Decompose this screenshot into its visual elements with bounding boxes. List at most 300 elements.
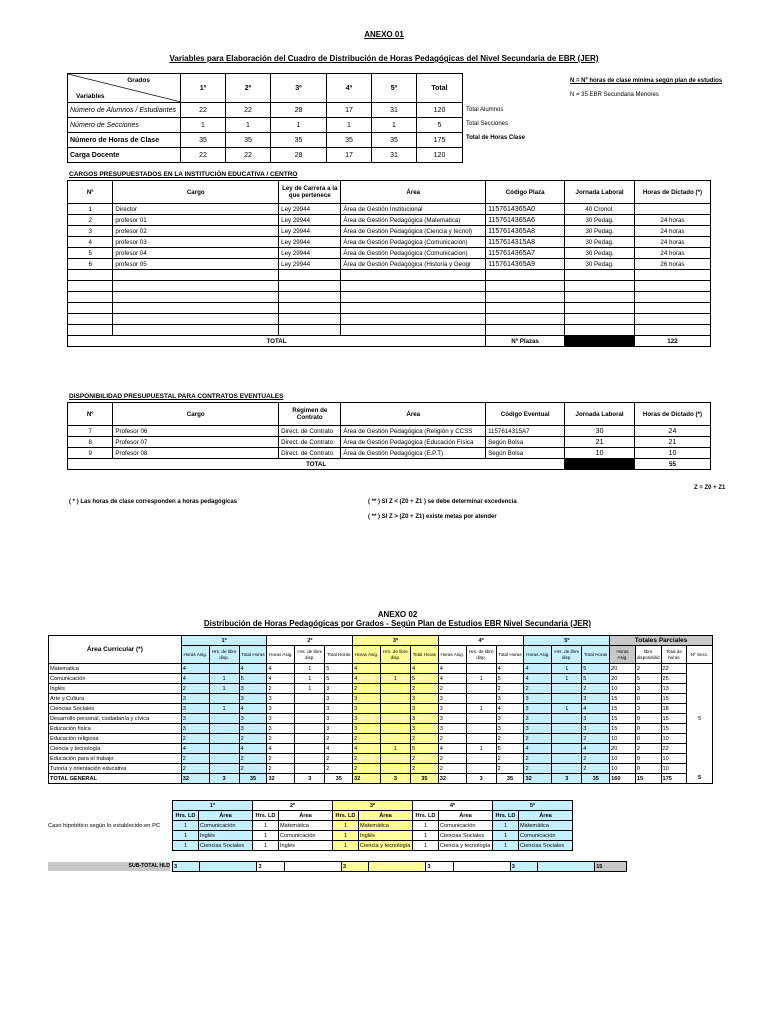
cell: 35 — [239, 774, 267, 784]
total-label: TOTAL — [68, 459, 565, 470]
cell: 35 — [325, 774, 353, 784]
cell: 10 — [661, 754, 687, 764]
sub-header: Horas Asig. — [181, 646, 209, 664]
cell — [295, 754, 325, 764]
cell — [341, 325, 486, 336]
cell: Comunicación — [519, 831, 573, 841]
cell — [466, 714, 496, 724]
cell: 22 — [181, 148, 226, 163]
cell: 3 — [552, 774, 582, 784]
cell: 2 — [239, 734, 267, 744]
cell: 8 — [68, 437, 113, 448]
col-header: Nº — [68, 403, 113, 426]
cell: Área de Gestión Institucional — [341, 204, 486, 215]
cell: 4 — [353, 674, 381, 684]
cell: 4 — [438, 674, 466, 684]
grade-header: 3º — [353, 636, 439, 646]
cell — [68, 270, 113, 281]
cell: 18 — [661, 704, 687, 714]
cell: 35 — [226, 133, 271, 148]
cell: 1 — [413, 841, 439, 851]
table-row — [173, 831, 573, 841]
cell — [380, 664, 410, 674]
empty-row — [68, 325, 711, 336]
cell — [634, 314, 710, 325]
cell: 22 — [226, 103, 271, 118]
grade-header: 2º — [267, 636, 353, 646]
cell: 175 — [661, 774, 687, 784]
cell: 1 — [333, 821, 359, 831]
sub-header: Hrs. de libre disp. — [380, 646, 410, 664]
empty-row — [68, 270, 711, 281]
cell — [380, 724, 410, 734]
col-header: Código Eventual — [486, 403, 565, 426]
cell — [209, 734, 239, 744]
cell: Matemática — [279, 821, 333, 831]
cell: 1157614315A8 — [486, 237, 565, 248]
cell: Comunicación — [199, 821, 253, 831]
area-name: Desarrollo personal, ciudadanía y cívica — [49, 714, 182, 724]
cell: 3 — [410, 724, 438, 734]
cell — [466, 684, 496, 694]
cell — [209, 694, 239, 704]
cell — [552, 754, 582, 764]
cell: 120 — [417, 148, 463, 163]
secc-cell — [687, 694, 713, 704]
sub-header: Horas Asig. — [524, 646, 552, 664]
cell — [113, 303, 279, 314]
cell: 22 — [226, 148, 271, 163]
cell: 3 — [635, 704, 661, 714]
cell: 10 — [610, 734, 636, 744]
cell: 3 — [524, 714, 552, 724]
cell: 3 — [353, 724, 381, 734]
cell — [552, 684, 582, 694]
secc-cell — [687, 734, 713, 744]
cell — [68, 292, 113, 303]
sub-header: Horas Asig. — [267, 646, 295, 664]
cell: 175 — [417, 133, 463, 148]
cell: 3 — [209, 774, 239, 784]
hyp-col-header: Área — [279, 811, 333, 821]
cell: 4 — [267, 744, 295, 754]
cell — [565, 270, 635, 281]
cell — [341, 292, 486, 303]
cell: profesor 05 — [113, 259, 279, 270]
cell: 35 — [410, 774, 438, 784]
total-value: 122 — [634, 336, 710, 347]
table-row — [68, 103, 463, 118]
cell: 5 — [496, 744, 524, 754]
cell — [295, 744, 325, 754]
cell: Ciencias Sociales — [199, 841, 253, 851]
cell: 4 — [353, 664, 381, 674]
subtotal-cell: 3 — [341, 862, 368, 872]
cell: 3 — [325, 704, 353, 714]
cell: 5 — [635, 674, 661, 684]
cell — [295, 704, 325, 714]
table-row — [49, 754, 713, 764]
col-header: Jornada Laboral — [565, 181, 635, 204]
cell — [380, 734, 410, 744]
cell: 2 — [239, 754, 267, 764]
cell: Ciencia y tecnología — [359, 841, 413, 851]
cell: 1157614365A7 — [486, 248, 565, 259]
table-row — [68, 448, 711, 459]
cell: 3 — [295, 774, 325, 784]
cell — [209, 724, 239, 734]
col-header: Cargo — [113, 181, 279, 204]
cell: 5 — [582, 674, 610, 684]
cell: 32 — [524, 774, 552, 784]
cell: 1 — [493, 821, 519, 831]
cell — [209, 764, 239, 774]
cell — [486, 325, 565, 336]
table-row — [68, 437, 711, 448]
cell — [113, 281, 279, 292]
cell: Área de Gestión Pedagógica (Comunicacion) — [341, 248, 486, 259]
eventuales-section-title: DISPONIBILIDAD PRESUPUESTAL PARA CONTRATOS EVENTUALES — [69, 393, 284, 400]
cell: 2 — [524, 734, 552, 744]
empty-row — [68, 314, 711, 325]
cell: 4 — [325, 744, 353, 754]
cell: 2 — [325, 754, 353, 764]
cell: 1 — [380, 674, 410, 684]
sub-header: Horas Asig. — [438, 646, 466, 664]
cell — [466, 754, 496, 764]
cell: Direct. de Contrato — [279, 437, 341, 448]
cell: 1 — [327, 118, 372, 133]
cell — [341, 314, 486, 325]
grade-header: 4º — [327, 74, 372, 103]
cell: Ley 29944 — [279, 226, 341, 237]
table-row — [49, 694, 713, 704]
cell: Director — [113, 204, 279, 215]
cell: 1 — [173, 831, 199, 841]
cell: 13 — [661, 684, 687, 694]
cell: 2 — [68, 215, 113, 226]
hyp-col-header: Área — [359, 811, 413, 821]
col-header: Horas de Dictado (*) — [634, 181, 710, 204]
cell: 32 — [181, 774, 209, 784]
hyp-col-header: Hrs. LD — [413, 811, 439, 821]
secc-cell — [687, 684, 713, 694]
cell: Área de Gestión Pedagógica (Comunicación) — [341, 237, 486, 248]
area-name: Matematica — [49, 664, 182, 674]
cell: Área de Gestión Pedagógica (Ciencia y tecnol) — [341, 226, 486, 237]
grade-header: 1º — [181, 636, 267, 646]
totals-sub-header: Nº Secc. — [687, 646, 713, 664]
area-name: Educación física — [49, 724, 182, 734]
cell: Matemática — [359, 821, 413, 831]
cell: 32 — [353, 774, 381, 784]
cell: 15 — [610, 714, 636, 724]
cell: 2 — [239, 764, 267, 774]
subtotal-cell: 3 — [426, 862, 453, 872]
cell: 1 — [181, 118, 226, 133]
side-total-alumnos: Total Alumnos — [466, 107, 504, 113]
col-header: Ley de Carrera a la que pertenece — [279, 181, 341, 204]
cell: 1 — [333, 831, 359, 841]
note-n2: N = 35 EBR Secundaria Menores — [570, 92, 659, 98]
totals-header: Totales Parciales — [610, 636, 713, 646]
cell: profesor 04 — [113, 248, 279, 259]
cell — [466, 764, 496, 774]
cell: Ley 29944 — [279, 237, 341, 248]
annex1-subtitle: Variables para Elaboración del Cuadro de Distribución de Horas Pedagógicas del Nivel Secundaria de EBR (JER) — [169, 54, 599, 63]
cell: 1157614365A8 — [486, 226, 565, 237]
cell: Inglés — [199, 831, 253, 841]
cell: 4 — [438, 744, 466, 754]
cell — [279, 314, 341, 325]
cell: Ley 29944 — [279, 204, 341, 215]
cell: 32 — [438, 774, 466, 784]
cell: Área de Gestión Pedagógica (Matematica) — [341, 215, 486, 226]
cell: 2 — [410, 734, 438, 744]
cell: 1157614365A0 — [486, 204, 565, 215]
cell: 1 — [295, 684, 325, 694]
hyp-col-header: Área — [439, 811, 493, 821]
cell: 1 — [209, 704, 239, 714]
table-row — [49, 684, 713, 694]
cell: 15 — [661, 694, 687, 704]
cell: 0 — [635, 754, 661, 764]
cell — [565, 292, 635, 303]
cell: 4 — [267, 664, 295, 674]
cell: 10 — [610, 764, 636, 774]
cell: 4 — [181, 674, 209, 684]
cell — [538, 862, 595, 872]
hyp-col-header: Área — [199, 811, 253, 821]
cell: Área de Gestión Pedagógica (Educación Física — [341, 437, 486, 448]
cell: 2 — [410, 684, 438, 694]
cell: 9 — [68, 448, 113, 459]
secc-cell — [687, 704, 713, 714]
cell: 1 — [209, 674, 239, 684]
cell: 1 — [253, 831, 279, 841]
cell: 2 — [181, 734, 209, 744]
cell: 1 — [493, 841, 519, 851]
cell: 4 — [582, 744, 610, 754]
cell: 1 — [552, 704, 582, 714]
cell: 1 — [295, 664, 325, 674]
cell: 1 — [209, 684, 239, 694]
cell: 0 — [635, 724, 661, 734]
grade-header: 1º — [181, 74, 226, 103]
cell: 0 — [635, 714, 661, 724]
area-header: Área Curricular (*) — [49, 636, 182, 664]
grade-header: 2º — [253, 801, 333, 811]
cell: 1 — [413, 821, 439, 831]
cell: 4 — [524, 744, 552, 754]
cell: 2 — [410, 764, 438, 774]
cell: Según Bolsa — [486, 448, 565, 459]
cell: 5 — [325, 664, 353, 674]
eventuales-table — [67, 402, 711, 470]
cell: 3 — [325, 714, 353, 724]
cell: 1 — [466, 704, 496, 714]
area-name: Tutoría y orientación educativa — [49, 764, 182, 774]
cell: 24 horas — [634, 237, 710, 248]
cell: 3 — [496, 694, 524, 704]
cell: 3 — [496, 714, 524, 724]
cell: Ciencias Sociales — [519, 841, 573, 851]
cell: 15 — [635, 774, 661, 784]
table-row — [173, 821, 573, 831]
cell: 3 — [325, 684, 353, 694]
cell — [279, 270, 341, 281]
cell — [295, 734, 325, 744]
cell: 2 — [582, 684, 610, 694]
secc-cell — [687, 754, 713, 764]
secc-cell — [687, 764, 713, 774]
hyp-col-header: Hrs. LD — [333, 811, 359, 821]
cell: 28 — [271, 148, 327, 163]
cell: 24 — [634, 426, 710, 437]
cell: 22 — [661, 664, 687, 674]
cell: 10 — [661, 764, 687, 774]
note-3: ( ** ) SI Z > (Z0 + Z1) existe metas por atender — [368, 514, 497, 520]
row-label: Carga Docente — [68, 148, 181, 163]
cell — [486, 270, 565, 281]
cell: 1 — [173, 821, 199, 831]
cell: 2 — [438, 754, 466, 764]
cell: 22 — [661, 744, 687, 754]
sub-header: Horas Asig. — [353, 646, 381, 664]
cell: Profesor 08 — [113, 448, 279, 459]
cell: 4 — [353, 744, 381, 754]
cell: Comunicación — [439, 821, 493, 831]
table-row — [68, 148, 463, 163]
cell: 3 — [181, 694, 209, 704]
total-value: 55 — [634, 459, 710, 470]
table-row — [68, 237, 711, 248]
empty-row — [68, 281, 711, 292]
cell: 30 Pedag. — [565, 248, 635, 259]
cell: Ciencia y tecnología — [439, 841, 493, 851]
sub-header: Hrs. de libre disp. — [466, 646, 496, 664]
cell: 35 — [582, 774, 610, 784]
cell: 3 — [635, 684, 661, 694]
cell — [369, 862, 426, 872]
col-header: Nº — [68, 181, 113, 204]
cell — [466, 724, 496, 734]
area-name: Ciencia y tecnología — [49, 744, 182, 754]
cell — [634, 292, 710, 303]
area-name: TOTAL GENERAL — [49, 774, 182, 784]
secc-cell — [687, 744, 713, 754]
cell: 0 — [635, 764, 661, 774]
cell — [634, 270, 710, 281]
cell: 40 Cronol. — [565, 204, 635, 215]
cell: 2 — [267, 684, 295, 694]
note-n: N = Nº horas de clase mínima según plan de estudios — [570, 78, 723, 84]
cell — [552, 724, 582, 734]
cell: 31 — [372, 148, 417, 163]
cell — [634, 303, 710, 314]
cell: 2 — [635, 664, 661, 674]
cell: 2 — [267, 764, 295, 774]
cell: 2 — [353, 734, 381, 744]
table-row — [49, 724, 713, 734]
plazas-label: Nº Plazas — [486, 336, 565, 347]
table-row — [68, 248, 711, 259]
secc-cell — [687, 664, 713, 674]
cell — [68, 325, 113, 336]
cell: 4 — [524, 664, 552, 674]
cell: 15 — [610, 694, 636, 704]
cell: 2 — [325, 734, 353, 744]
cell — [486, 303, 565, 314]
table-row — [49, 744, 713, 754]
cell: 120 — [417, 103, 463, 118]
cell: 3 — [267, 724, 295, 734]
cell: 1157614365A6 — [486, 215, 565, 226]
corner-variables: Variables — [76, 93, 105, 100]
cell: 20 — [610, 674, 636, 684]
cell — [380, 704, 410, 714]
cell: 3 — [325, 724, 353, 734]
cell: 30 Pedag. — [565, 215, 635, 226]
col-header: Área — [341, 181, 486, 204]
cell: Direct. de Contrato — [279, 448, 341, 459]
cell: 32 — [267, 774, 295, 784]
cell: 5 — [582, 664, 610, 674]
subtotal-table — [172, 861, 627, 872]
cell: 30 Pedag. — [565, 237, 635, 248]
cell: 21 — [634, 437, 710, 448]
sub-header: Total Horas — [410, 646, 438, 664]
cell: 5 — [68, 248, 113, 259]
cell: 3 — [181, 704, 209, 714]
cell: Inglés — [279, 841, 333, 851]
cell — [552, 734, 582, 744]
table-row — [68, 133, 463, 148]
cell: Ciencias Sociales — [439, 831, 493, 841]
cell — [486, 314, 565, 325]
cell: 3 — [380, 774, 410, 784]
cell: 4 — [496, 704, 524, 714]
sub-header: Total Horas — [325, 646, 353, 664]
cell: 2 — [353, 684, 381, 694]
cell: 15 — [610, 704, 636, 714]
cell: 3 — [438, 714, 466, 724]
cell: 3 — [267, 694, 295, 704]
cell: 1157614365A9 — [486, 259, 565, 270]
cell — [565, 303, 635, 314]
cell — [552, 694, 582, 704]
subtotal-label: SUB-TOTAL HLD — [48, 862, 170, 871]
cell: 15 — [610, 724, 636, 734]
cell: 1 — [466, 674, 496, 684]
cell: 1 — [466, 744, 496, 754]
cell: 4 — [239, 704, 267, 714]
cell: 5 — [325, 674, 353, 684]
cell: 3 — [239, 684, 267, 694]
cell: 22 — [181, 103, 226, 118]
cell — [565, 325, 635, 336]
cell — [113, 325, 279, 336]
total-row — [49, 774, 713, 784]
cell — [634, 204, 710, 215]
cell: 4 — [181, 664, 209, 674]
cell: 1 — [295, 674, 325, 684]
cell: 5 — [239, 674, 267, 684]
cell: 3 — [410, 704, 438, 714]
cell: 24 horas — [634, 226, 710, 237]
totals-sub-header: libre disponibilid — [635, 646, 661, 664]
cell: 2 — [438, 734, 466, 744]
